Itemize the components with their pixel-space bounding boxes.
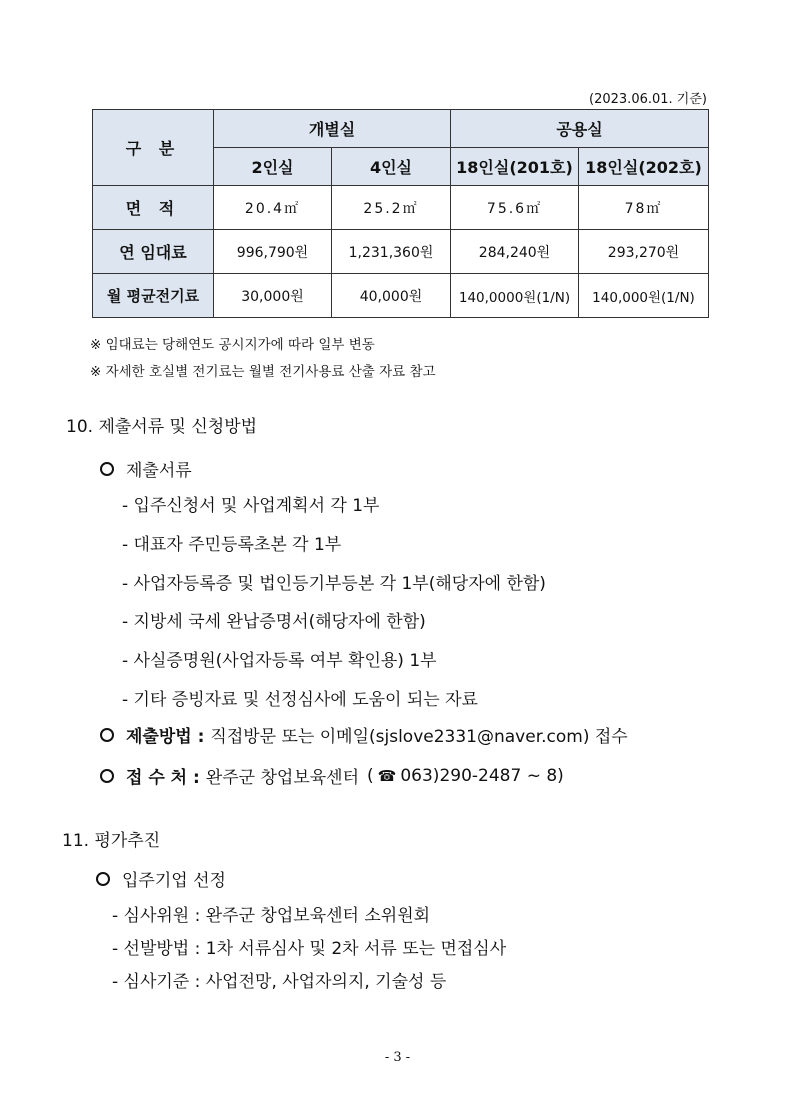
note-item: ※ 임대료는 당해연도 공시지가에 따라 일부 변동 [90,337,375,353]
docs-heading-label: 제출서류 [126,461,192,481]
cell: 75.6㎡ [451,186,579,230]
table-row [93,230,709,274]
cell: 30,000원 [214,274,332,318]
row-label-area: 면 적 [93,186,214,230]
selection-heading [96,866,226,891]
subheader-2: 2인실 [214,148,332,186]
method-line [100,722,628,747]
header-individual: 개별실 [214,110,451,148]
method-value: 직접방문 또는 이메일(sjslove2331@naver.com) 접수 [210,727,628,747]
receiver-value: 완주군 창업보육센터 [205,768,360,788]
circle-bullet-icon [100,462,114,476]
subheader-202: 18인실(202호) [579,148,709,186]
circle-bullet-icon [100,769,114,783]
cell: 293,270원 [579,230,709,274]
doc-item: - 지방세 국세 완납증명서(해당자에 한함) [122,612,426,632]
cell: 78㎡ [579,186,709,230]
section-10-title: 10. 제출서류 및 신청방법 [66,417,258,437]
table-row [93,274,709,318]
circle-bullet-icon [100,728,114,742]
row-label-electric: 월 평균전기료 [93,274,214,318]
circle-bullet-icon [96,872,110,886]
row-label-rent: 연 임대료 [93,230,214,274]
note-item: ※ 자세한 호실별 전기료는 월별 전기사용료 산출 자료 참고 [90,364,436,380]
section-11-title: 11. 평가추진 [62,831,161,851]
receiver-paren: ( [367,765,374,786]
receiver-label: 접 수 처 : [126,768,200,788]
doc-item: - 사업자등록증 및 법인등기부등본 각 1부(해당자에 한함) [122,574,546,594]
table-notes [90,332,436,386]
cell: 1,231,360원 [332,230,451,274]
cell: 20.4㎡ [214,186,332,230]
cell: 996,790원 [214,230,332,274]
header-gubun: 구 분 [93,110,214,186]
cell: 284,240원 [451,230,579,274]
docs-heading [100,456,192,481]
eval-item: - 선발방법 : 1차 서류심사 및 2차 서류 또는 면접심사 [112,939,507,959]
table-row [93,186,709,230]
phone-number: 063)290-2487 ~ 8) [400,765,564,786]
cell: 40,000원 [332,274,451,318]
doc-item: - 기타 증빙자료 및 선정심사에 도움이 되는 자료 [122,690,478,710]
selection-heading-label: 입주기업 선정 [122,871,226,891]
doc-item: - 입주신청서 및 사업계획서 각 1부 [122,496,380,516]
cell: 140,000원(1/N) [579,274,709,318]
eval-item: - 심사위원 : 완주군 창업보육센터 소위원회 [112,906,431,926]
date-note: (2023.06.01. 기준) [589,92,707,107]
phone-icon: ☎ [377,766,397,785]
rent-table [92,109,709,318]
receiver-line [100,763,564,788]
doc-item: - 사실증명원(사업자등록 여부 확인용) 1부 [122,651,437,671]
subheader-201: 18인실(201호) [451,148,579,186]
page-number: - 3 - [384,1050,411,1065]
doc-item: - 대표자 주민등록초본 각 1부 [122,535,342,555]
cell: 25.2㎡ [332,186,451,230]
subheader-4: 4인실 [332,148,451,186]
header-shared: 공용실 [451,110,709,148]
cell: 140,0000원(1/N) [451,274,579,318]
method-label: 제출방법 : [126,727,205,747]
eval-item: - 심사기준 : 사업전망, 사업자의지, 기술성 등 [112,972,447,992]
